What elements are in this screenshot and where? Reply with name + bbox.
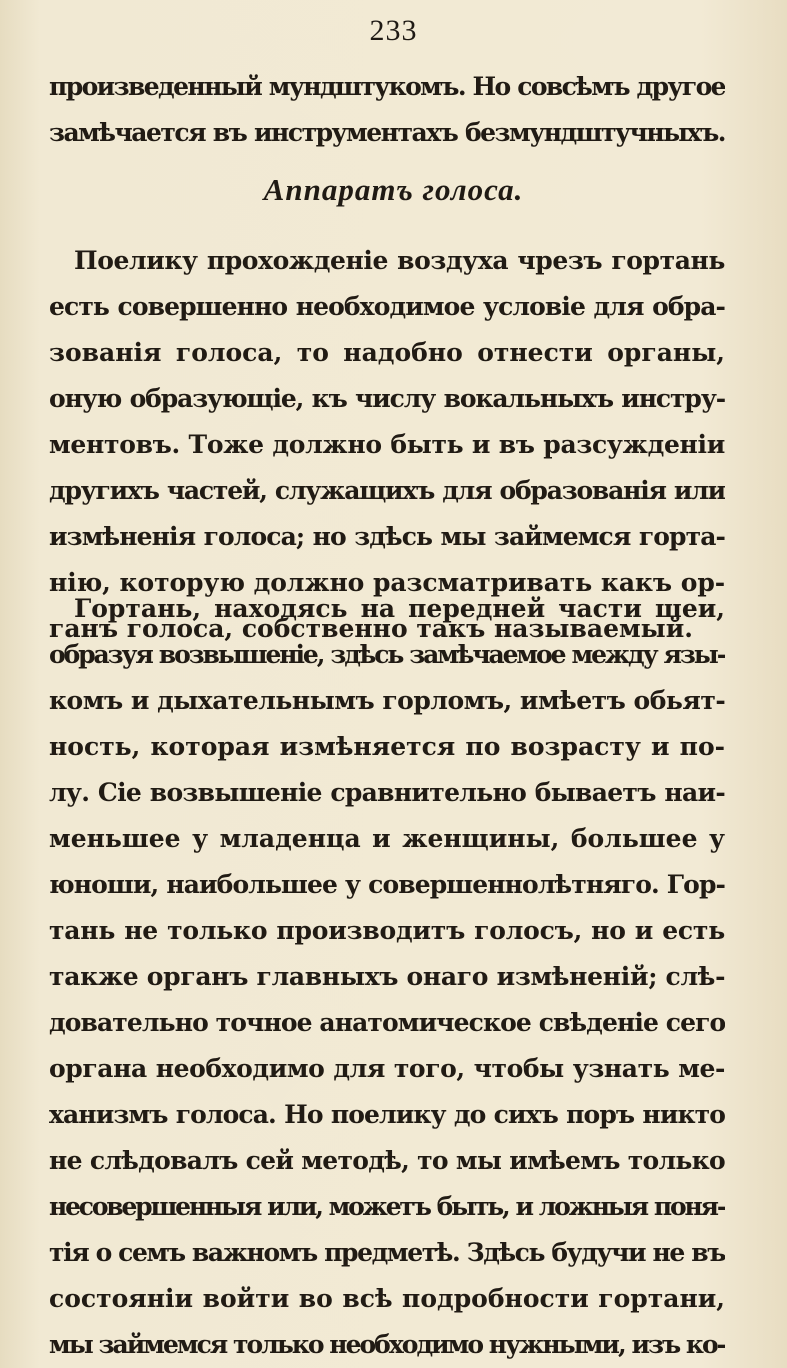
text-line: лу. Сіе возвышеніе сравнительно бываетъ наи- [49,778,725,807]
text-line: Гортань, находясь на передней части шеи, [74,594,725,623]
text-line: довательно точное анатомическое свѣденіе сего [49,1008,725,1037]
text-line: ментовъ. Тоже должно быть и въ разсужденіи [49,430,725,459]
text-line: зованія голоса, то надобно отнести органы, [49,338,725,367]
text-line: органа необходимо для того, чтобы узнать ме- [49,1054,725,1083]
text-line: несовершенныя или, можетъ быть, и ложныя поня- [49,1192,725,1221]
paragraph-2 [49,586,725,1368]
text-line: измѣненія голоса; но здѣсь мы займемся горта- [49,522,725,551]
text-line: нію, которую должно разсматривать какъ ор- [49,568,725,597]
text-line: произведенный мундштукомъ. Но совсѣмъ другое [49,72,725,101]
text-line: ханизмъ голоса. Но поелику до сихъ поръ никто [49,1100,725,1129]
text-line: ганъ голоса, собственно такъ называемый. [49,614,693,643]
text-line: меньшее у младенца и женщины, большее у [49,824,725,853]
text-line: не слѣдовалъ сей методѣ, то мы имѣемъ только [49,1146,725,1175]
text-line: другихъ частей, служащихъ для образованія или [49,476,725,505]
text-line: Поелику прохожденіе воздуха чрезъ гортань [74,246,725,275]
text-line: состояніи войти во всѣ подробности гортани, [49,1284,725,1313]
text-line: ность, которая измѣняется по возрасту и по- [49,732,725,761]
text-line: образуя возвышеніе, здѣсь замѣчаемое между язы- [49,640,725,669]
text-line: юноши, наибольшее у совершеннолѣтняго. Гор- [49,870,725,899]
text-line: замѣчается въ инструментахъ безмундштучныхъ. [49,118,725,147]
text-line: оную образующіе, къ числу вокальныхъ инстру- [49,384,725,413]
text-line: мы займемся только необходимо нужными, изъ ко- [49,1330,725,1359]
section-heading: Аппаратъ голоса. [263,172,524,207]
text-line: комъ и дыхательнымъ горломъ, имѣетъ обьят- [49,686,725,715]
page-number: 233 [369,14,418,47]
text-line: тань не только производитъ голосъ, но и есть [49,916,725,945]
text-line: тія о семъ важномъ предметѣ. Здѣсь будучи не въ [49,1238,725,1267]
text-line: также органъ главныхъ онаго измѣненій; слѣ- [49,962,725,991]
text-line: есть совершенно необходимое условіе для обра- [49,292,725,321]
intro-text [49,64,725,156]
